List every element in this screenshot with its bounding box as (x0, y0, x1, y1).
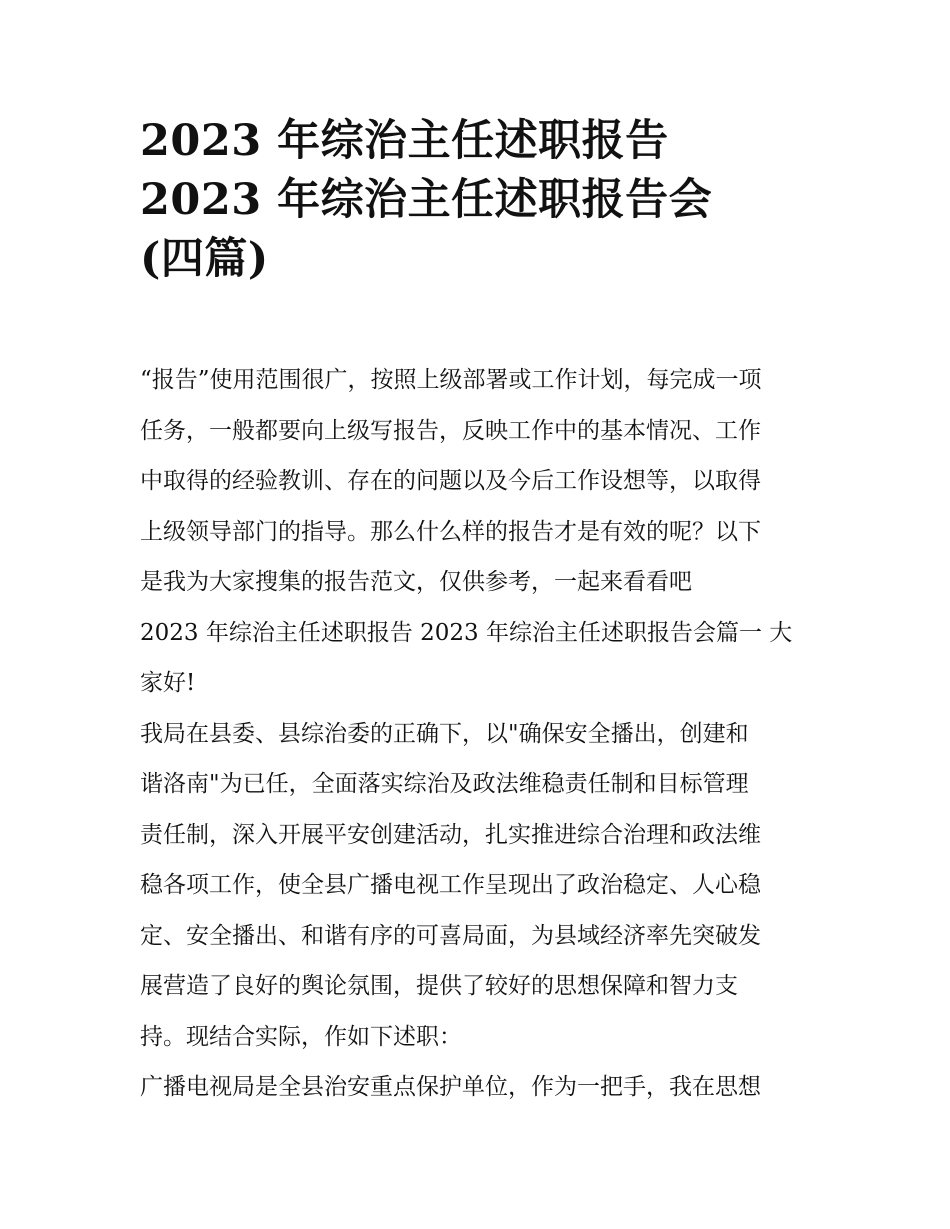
body-line: 家好! (140, 670, 196, 696)
body-line: 稳各项工作，使全县广播电视工作呈现出了政治稳定、人心稳 (140, 872, 761, 898)
body-line: 定、安全播出、和谐有序的可喜局面，为县域经济率先突破发 (140, 922, 761, 949)
body-line: 是我为大家搜集的报告范文，仅供参考，一起来看看吧 (140, 569, 692, 595)
body-line: 谐洛南"为已任，全面落实综治及政法维稳责任制和目标管理 (140, 771, 749, 797)
title-line-3: (四篇) (140, 234, 269, 284)
body-line: 2023 年综治主任述职报告 2023 年综治主任述职报告会篇一 大 (140, 619, 793, 646)
document-body (140, 355, 830, 1113)
body-line: 广播电视局是全县治安重点保护单位，作为一把手，我在思想 (140, 1074, 761, 1100)
body-line: 上级领导部门的指导。那么什么样的报告才是有效的呢？以下 (140, 518, 761, 545)
title-line-1: 2023 年综治主任述职报告 (140, 116, 669, 166)
body-line: 我局在县委、县综治委的正确下，以"确保安全播出，创建和 (140, 720, 749, 747)
title-line-2: 2023 年综治主任述职报告会 (140, 175, 713, 225)
body-line: 中取得的经验教训、存在的问题以及今后工作设想等，以取得 (140, 468, 761, 494)
body-line: 展营造了良好的舆论氛围，提供了较好的思想保障和智力支 (140, 973, 738, 999)
body-line: “报告”使用范围很广，按照上级部署或工作计划，每完成一项 (140, 367, 762, 393)
body-line: 责任制，深入开展平安创建活动，扎实推进综合治理和政法维 (140, 821, 761, 848)
body-line: 持。现结合实际，作如下述职： (140, 1023, 462, 1050)
document-title (140, 112, 830, 289)
body-line: 任务，一般都要向上级写报告，反映工作中的基本情况、工作 (140, 417, 761, 444)
